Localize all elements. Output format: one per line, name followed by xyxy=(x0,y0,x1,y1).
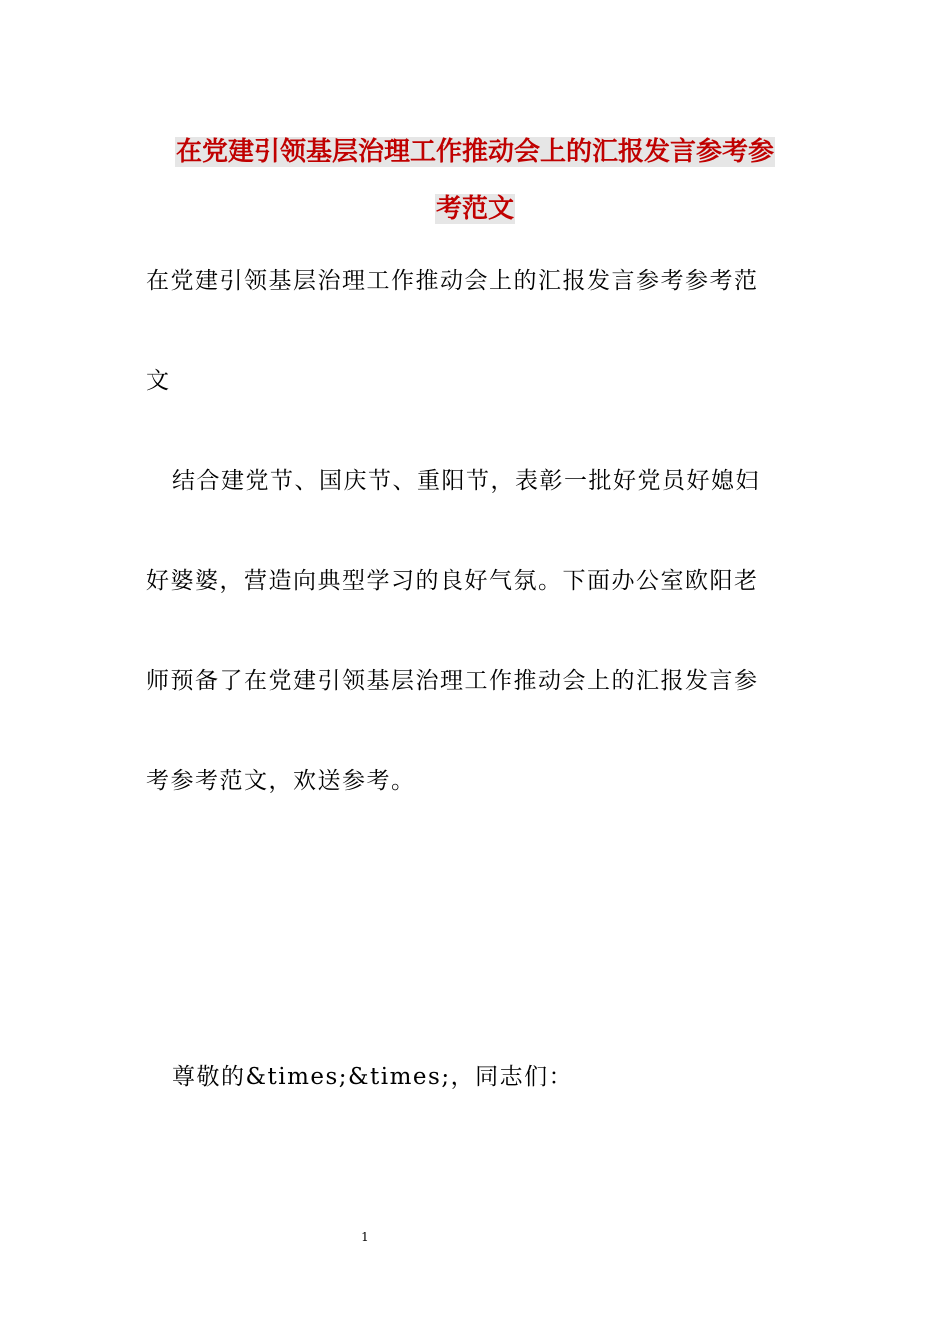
document-title-line-2 xyxy=(0,192,950,226)
body-line-2: 文 xyxy=(146,368,171,394)
body-line-1: 在党建引领基层治理工作推动会上的汇报发言参考参考范 xyxy=(146,268,759,294)
body-line-6: 考参考范文，欢送参考。 xyxy=(146,768,416,794)
document-title-line-1 xyxy=(0,135,950,169)
title-text-2: 考范文 xyxy=(435,194,514,224)
salutation-line: 尊敬的&times;&times;，同志们： xyxy=(172,1064,574,1090)
page-number: 1 xyxy=(361,1230,369,1244)
body-line-3: 结合建党节、国庆节、重阳节，表彰一批好党员好媳妇 xyxy=(172,468,760,494)
body-line-5: 师预备了在党建引领基层治理工作推动会上的汇报发言参 xyxy=(146,668,759,694)
body-line-4: 好婆婆，营造向典型学习的良好气氛。下面办公室欧阳老 xyxy=(146,568,759,594)
title-text-1: 在党建引领基层治理工作推动会上的汇报发言参考参 xyxy=(175,137,774,167)
